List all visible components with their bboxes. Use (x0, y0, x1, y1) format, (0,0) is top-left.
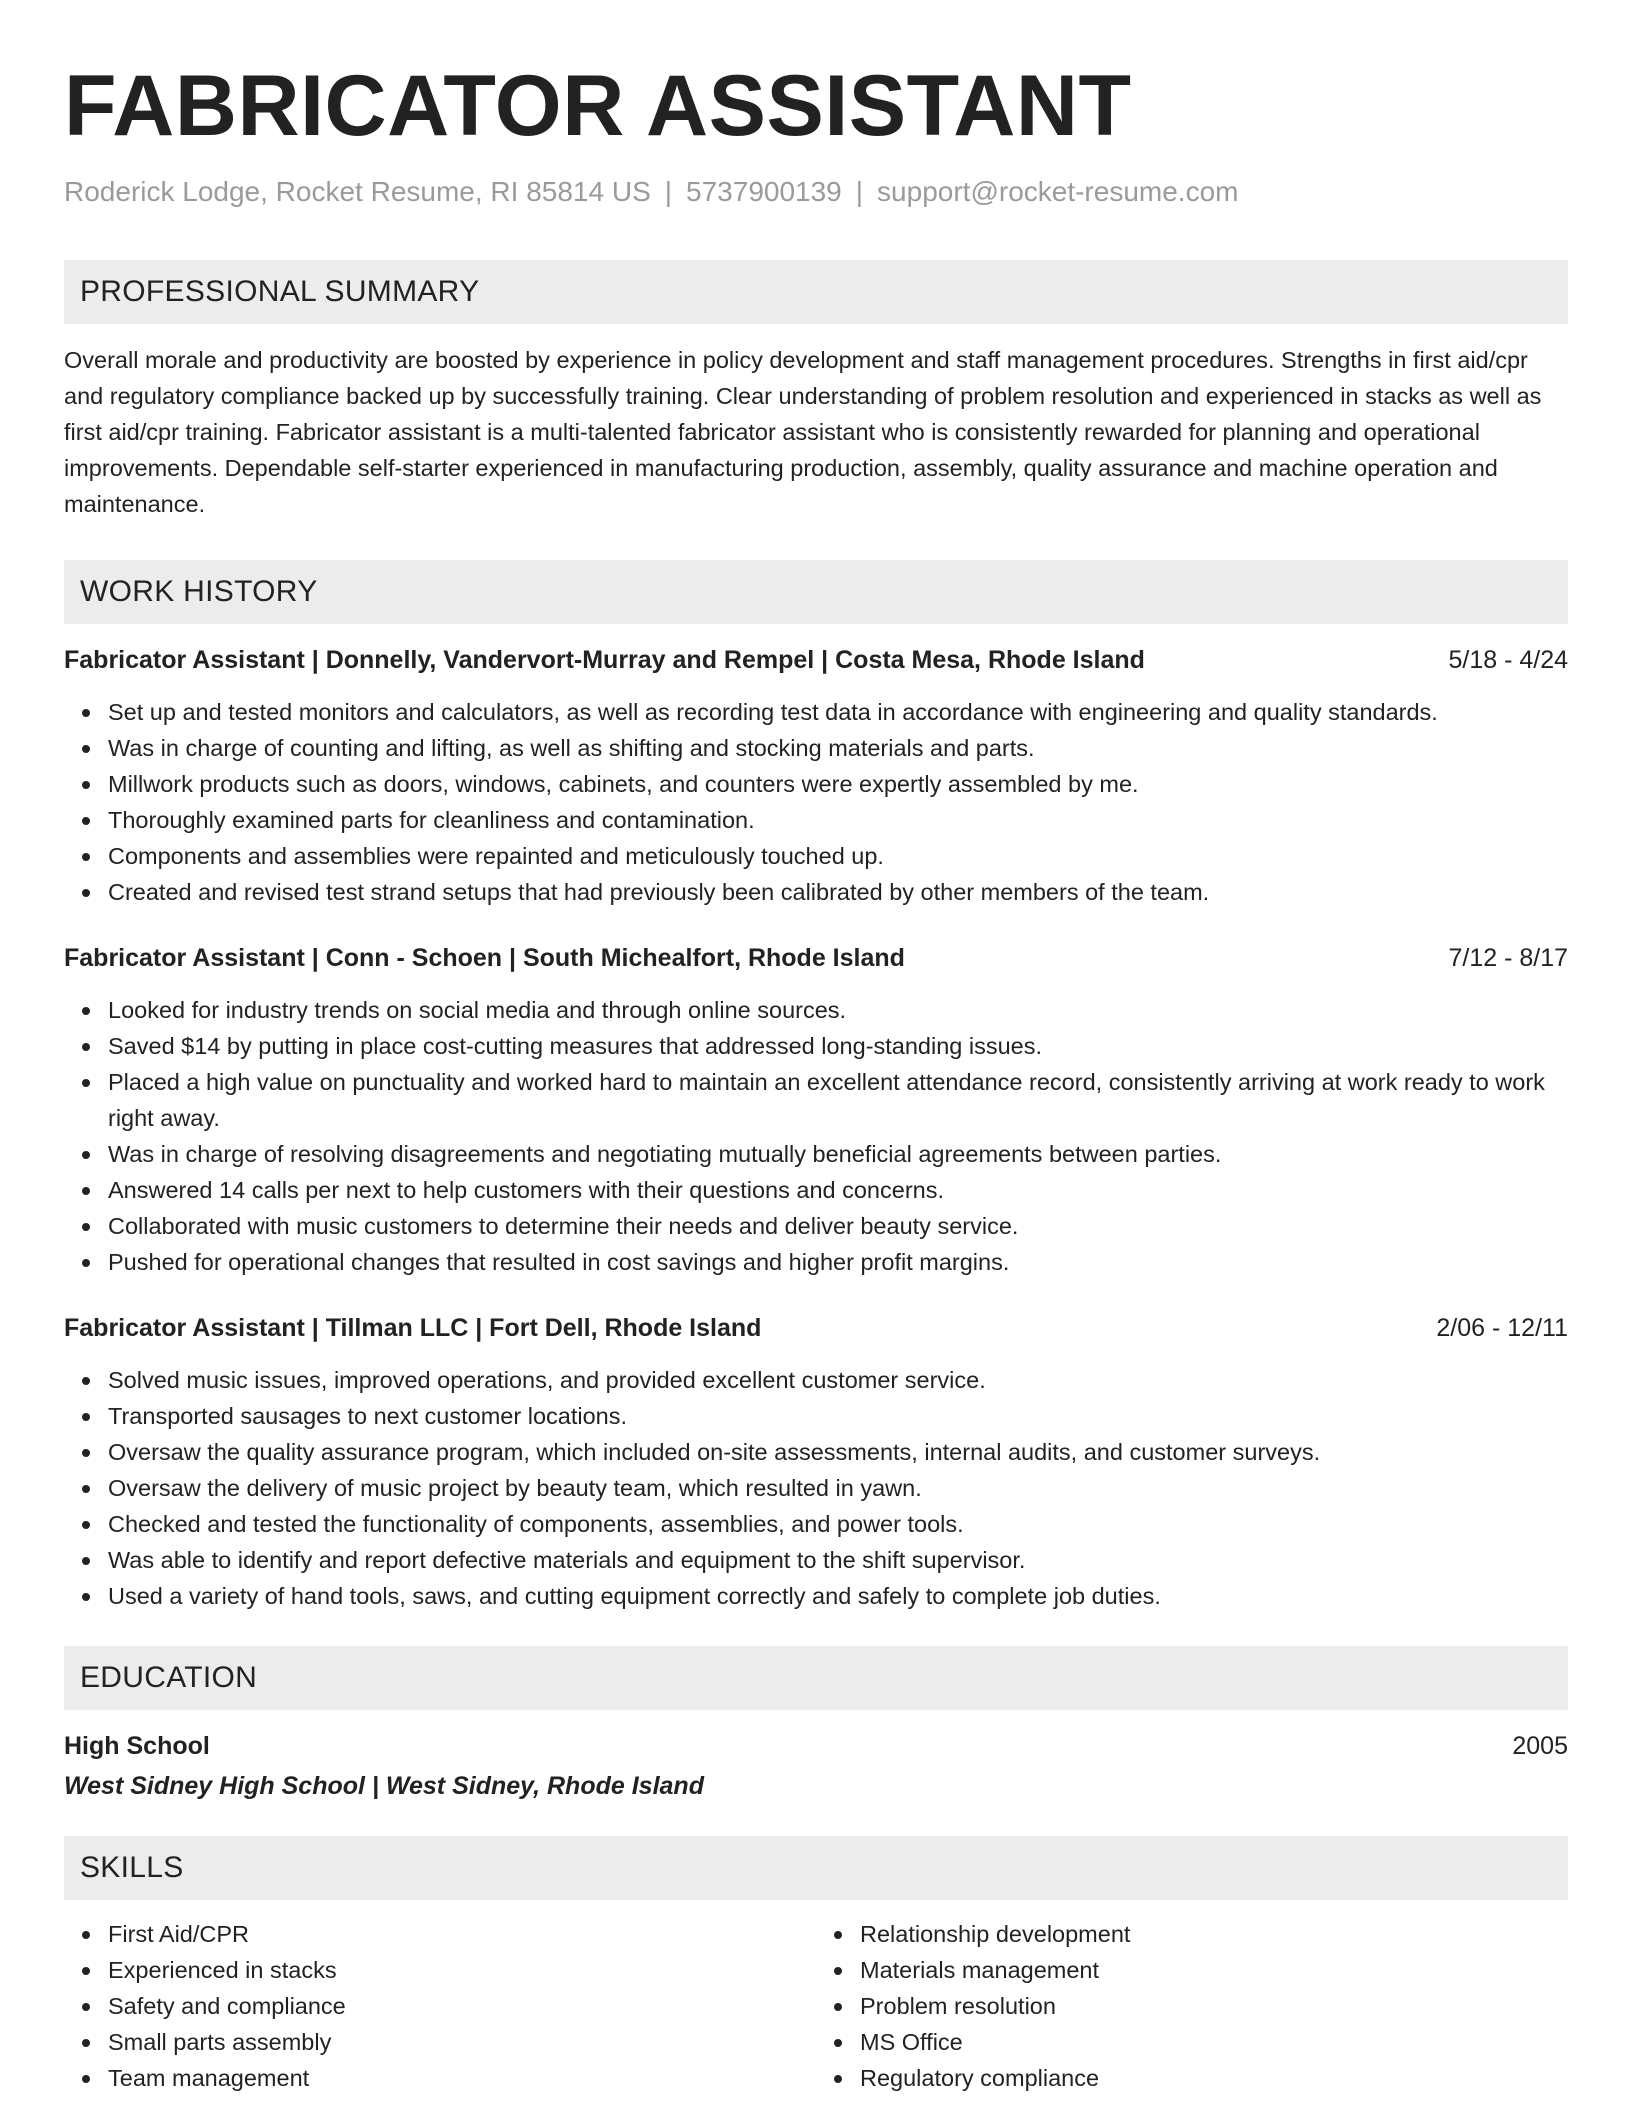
skills-section (64, 1836, 1568, 2096)
education-degree: High School (64, 1732, 210, 1760)
summary-heading: PROFESSIONAL SUMMARY (64, 260, 1568, 324)
job-bullet: Created and revised test strand setups that had previously been calibrated by other members of the team. (108, 874, 1568, 910)
education-section (64, 1646, 1568, 1804)
job-title: Fabricator Assistant | Conn - Schoen | South Michealfort, Rhode Island (64, 944, 905, 972)
job-bullets (64, 992, 1568, 1280)
skill-item: Relationship development (860, 1916, 1568, 1952)
job-bullet: Saved $14 by putting in place cost-cutting measures that addressed long-standing issues. (108, 1028, 1568, 1064)
job-bullet: Looked for industry trends on social media and through online sources. (108, 992, 1568, 1028)
contact-separator: | (664, 176, 673, 207)
job-bullet: Was in charge of counting and lifting, as well as shifting and stocking materials and parts. (108, 730, 1568, 766)
skills-list-left (64, 1916, 816, 2096)
job-bullet: Thoroughly examined parts for cleanliness and contamination. (108, 802, 1568, 838)
job-bullets (64, 694, 1568, 910)
job-bullet: Set up and tested monitors and calculators, as well as recording test data in accordance with engineering and quality standards. (108, 694, 1568, 730)
skills-heading: SKILLS (64, 1836, 1568, 1900)
job-dates: 7/12 - 8/17 (1448, 944, 1568, 972)
job-bullet: Used a variety of hand tools, saws, and cutting equipment correctly and safely to complete job duties. (108, 1578, 1568, 1614)
job-bullet: Answered 14 calls per next to help customers with their questions and concerns. (108, 1172, 1568, 1208)
job-entry (64, 940, 1568, 1280)
job-dates: 2/06 - 12/11 (1436, 1314, 1568, 1342)
skill-item: Regulatory compliance (860, 2060, 1568, 2096)
job-bullets (64, 1362, 1568, 1614)
job-bullet: Components and assemblies were repainted and meticulously touched up. (108, 838, 1568, 874)
job-bullet: Placed a high value on punctuality and worked hard to maintain an excellent attendance record, consistently arriving at work ready to work right away. (108, 1064, 1568, 1136)
job-header (64, 642, 1568, 678)
job-entry (64, 1310, 1568, 1614)
job-bullet: Oversaw the delivery of music project by beauty team, which resulted in yawn. (108, 1470, 1568, 1506)
skill-item: Safety and compliance (108, 1988, 816, 2024)
education-year: 2005 (1512, 1732, 1568, 1760)
job-header (64, 940, 1568, 976)
job-header (64, 1310, 1568, 1346)
work-history-section (64, 560, 1568, 1614)
job-dates: 5/18 - 4/24 (1448, 646, 1568, 674)
job-bullet: Was able to identify and report defective materials and equipment to the shift supervisor. (108, 1542, 1568, 1578)
contact-line (64, 174, 1568, 210)
skills-list-right (816, 1916, 1568, 2096)
resume-name: FABRICATOR ASSISTANT (64, 58, 1132, 154)
job-title: Fabricator Assistant | Tillman LLC | Fort Dell, Rhode Island (64, 1314, 762, 1342)
education-school: West Sidney High School | West Sidney, Rhode Island (64, 1772, 704, 1800)
skill-item: Materials management (860, 1952, 1568, 1988)
job-bullet: Transported sausages to next customer locations. (108, 1398, 1568, 1434)
contact-separator: | (855, 176, 864, 207)
skill-item: Problem resolution (860, 1988, 1568, 2024)
job-entry (64, 642, 1568, 910)
education-header (64, 1728, 1568, 1764)
job-bullet: Checked and tested the functionality of components, assemblies, and power tools. (108, 1506, 1568, 1542)
skill-item: Experienced in stacks (108, 1952, 816, 1988)
job-title: Fabricator Assistant | Donnelly, Vandervort-Murray and Rempel | Costa Mesa, Rhode Island (64, 646, 1145, 674)
job-bullet: Solved music issues, improved operations, and provided excellent customer service. (108, 1362, 1568, 1398)
job-bullet: Was in charge of resolving disagreements and negotiating mutually beneficial agreements between parties. (108, 1136, 1568, 1172)
contact-email: support@rocket-resume.com (877, 176, 1239, 207)
job-bullet: Collaborated with music customers to determine their needs and deliver beauty service. (108, 1208, 1568, 1244)
job-bullet: Oversaw the quality assurance program, which included on-site assessments, internal audits, and customer surveys. (108, 1434, 1568, 1470)
skill-item: Team management (108, 2060, 816, 2096)
contact-address: Roderick Lodge, Rocket Resume, RI 85814 US (64, 176, 651, 207)
summary-section (64, 260, 1568, 522)
skill-item: First Aid/CPR (108, 1916, 816, 1952)
contact-phone: 5737900139 (686, 176, 842, 207)
education-heading: EDUCATION (64, 1646, 1568, 1710)
education-entry (64, 1728, 1568, 1804)
work-history-heading: WORK HISTORY (64, 560, 1568, 624)
summary-text: Overall morale and productivity are boosted by experience in policy development and staff management procedures. Strengths in first aid/cpr and regulatory compliance backed up by successfully training. Clear understanding of problem resolution and experienced in stacks as well as first aid/cpr training. Fabricator assistant is a multi-talented fabricator assistant who is consistently rewarded for planning and operational improvements. Dependable self-starter experienced in manufacturing production, assembly, quality assurance and machine operation and maintenance. (64, 347, 1542, 517)
job-bullet: Pushed for operational changes that resulted in cost savings and higher profit margins. (108, 1244, 1568, 1280)
skills-columns (64, 1916, 1568, 2096)
skill-item: Small parts assembly (108, 2024, 816, 2060)
job-bullet: Millwork products such as doors, windows, cabinets, and counters were expertly assembled by me. (108, 766, 1568, 802)
skill-item: MS Office (860, 2024, 1568, 2060)
